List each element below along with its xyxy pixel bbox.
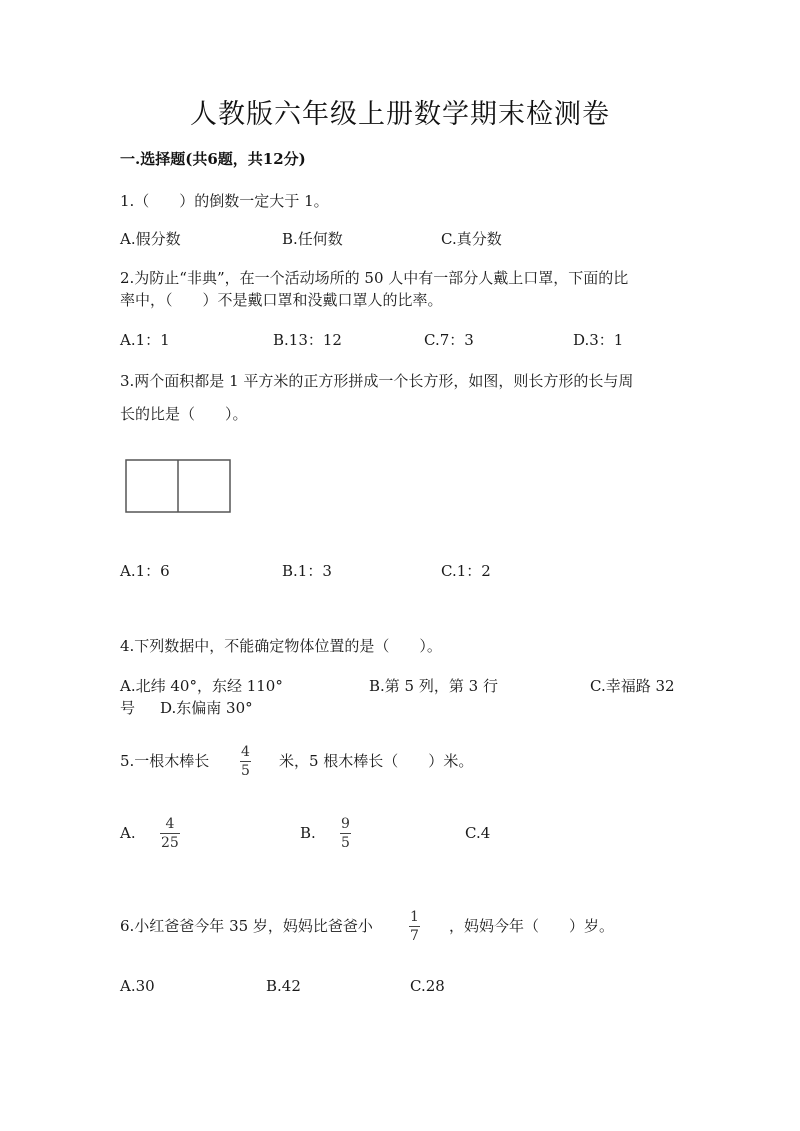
fraction-denominator: 5 (241, 763, 250, 779)
question-2-stem-line-2: 率中，（ ）不是戴口罩和没戴口罩人的比率。 (120, 291, 443, 309)
fraction-denominator: 25 (161, 835, 179, 851)
question-6-stem-part-2: ，妈妈今年（ ）岁。 (449, 917, 615, 935)
page-title: 人教版六年级上册数学期末检测卷 (190, 99, 610, 130)
question-5-stem-part-1: 5.一根木棒长 (120, 752, 210, 770)
question-4-option-a[interactable]: A.北纬 40°，东经 110° (120, 677, 283, 695)
question-5-option-a-fraction (160, 816, 180, 851)
fraction-denominator: 7 (410, 928, 419, 944)
question-3-stem-line-1: 3.两个面积都是 1 平方米的正方形拼成一个长方形，如图，则长方形的长与周 (120, 372, 634, 390)
question-6-option-b[interactable]: B.42 (266, 977, 301, 995)
question-3-option-b[interactable]: B.1：3 (282, 562, 332, 580)
question-3-stem-line-2: 长的比是（ ）。 (120, 405, 248, 423)
question-2-stem-line-1: 2.为防止“非典”，在一个活动场所的 50 人中有一部分人戴上口罩，下面的比 (120, 269, 629, 287)
question-1-option-b[interactable]: B.任何数 (282, 230, 343, 248)
question-1-option-a[interactable]: A.假分数 (120, 230, 181, 248)
question-5-option-c[interactable]: C.4 (465, 824, 491, 842)
question-5-option-b[interactable]: B. (300, 824, 316, 842)
question-4-option-b[interactable]: B.第 5 列，第 3 行 (369, 677, 498, 695)
fraction-numerator: 4 (241, 744, 250, 760)
fraction-denominator: 5 (341, 835, 350, 851)
fraction-bar (160, 833, 180, 834)
fraction-numerator: 1 (410, 909, 419, 925)
question-1-option-c[interactable]: C.真分数 (441, 230, 502, 248)
question-5-stem-part-2: 米，5 根木棒长（ ）米。 (279, 752, 474, 770)
fraction-numerator: 4 (165, 816, 175, 832)
question-6-stem-part-1: 6.小红爸爸今年 35 岁，妈妈比爸爸小 (120, 917, 373, 935)
question-3-option-c[interactable]: C.1：2 (441, 562, 491, 580)
question-4-option-d[interactable]: D.东偏南 30° (160, 699, 253, 717)
section-heading: 一.选择题(共6题，共12分) (120, 150, 306, 168)
fraction-numerator: 9 (341, 816, 350, 832)
question-6-option-c[interactable]: C.28 (410, 977, 445, 995)
fraction-bar (409, 926, 420, 927)
question-2-option-b[interactable]: B.13：12 (273, 331, 342, 349)
fraction-bar (240, 761, 251, 762)
question-2-option-a[interactable]: A.1：1 (120, 331, 170, 349)
question-6-option-a[interactable]: A.30 (120, 977, 155, 995)
question-1-stem: 1.（ ）的倒数一定大于 1。 (120, 192, 329, 210)
question-5-option-b-fraction (340, 816, 351, 851)
fraction-bar (340, 833, 351, 834)
question-2-option-c[interactable]: C.7：3 (424, 331, 474, 349)
question-6-stem-fraction (409, 909, 420, 944)
question-4-option-c[interactable]: C.幸福路 32 (590, 677, 675, 695)
two-squares-rectangle-figure (125, 459, 231, 513)
question-4-option-c-continued: 号 (120, 699, 136, 717)
question-5-stem-fraction (240, 744, 251, 779)
question-2-option-d[interactable]: D.3：1 (573, 331, 624, 349)
question-5-option-a[interactable]: A. (120, 824, 136, 842)
question-3-option-a[interactable]: A.1：6 (120, 562, 170, 580)
question-4-stem: 4.下列数据中，不能确定物体位置的是（ ）。 (120, 637, 442, 655)
